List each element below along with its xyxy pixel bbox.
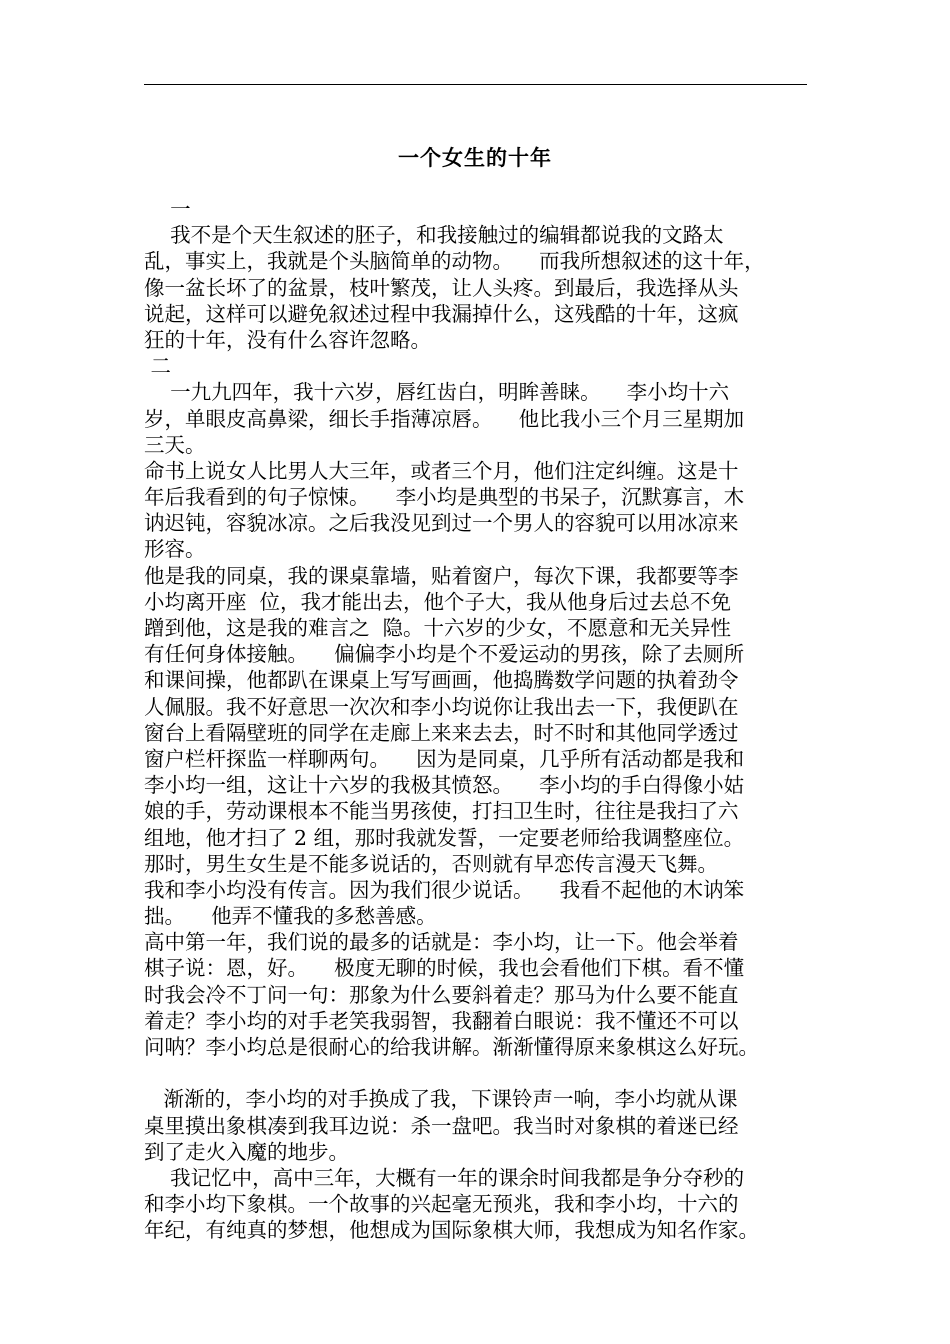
text-line: 问呐？李小均总是很耐心的给我讲解。渐渐懂得原来象棋这么好玩。 [144,1035,759,1059]
text-line: 小均离开座 位，我才能出去，他个子大，我从他身后过去总不免 [144,589,732,614]
text-line: 二 [144,354,172,379]
text-line: 命书上说女人比男人大三年，或者三个月，他们注定纠缠。这是十 [144,458,739,483]
text-line: 形容。 [144,537,206,562]
text-line: 他是我的同桌，我的课桌靠墙，贴着窗户，每次下课，我都要等李 [144,563,739,588]
text-line: 时我会冷不丁问一句：那象为什么要斜着走？那马为什么要不能直 [144,982,739,1007]
text-line: 那时，男生女生是不能多说话的，否则就有早恋传言漫天飞舞。 [144,851,718,876]
text-line: 一九九四年，我十六岁，唇红齿白，明眸善睐。 李小均十六 [144,380,730,405]
text-line: 组地，他才扫了 2 组，那时我就发誓，一定要老师给我调整座位。 [144,825,745,850]
document-body [144,196,844,1244]
text-line: 渐渐的，李小均的对手换成了我，下课铃声一响，李小均就从课 [144,1087,738,1112]
text-line: 像一盆长坏了的盆景，枝叶繁茂，让人头疼。到最后，我选择从头 [144,275,739,300]
text-line: 窗户栏杆探监一样聊两句。 因为是同桌，几乎所有活动都是我和 [144,746,745,771]
text-line: 棋子说：恩，好。 极度无聊的时候，我也会看他们下棋。看不懂 [144,956,745,981]
text-line: 乱，事实上，我就是个头脑简单的动物。 而我所想叙述的这十年， [144,249,765,274]
text-line: 讷迟钝，容貌冰凉。之后我没见到过一个男人的容貌可以用冰凉来 [144,511,739,536]
text-line: 年后我看到的句子惊悚。 李小均是典型的书呆子，沉默寡言，木 [144,485,745,510]
text-line: 李小均一组，这让十六岁的我极其愤怒。 李小均的手白得像小姑 [144,773,745,798]
document-title: 一个女生的十年 [398,146,552,170]
text-line: 我和李小均没有传言。因为我们很少说话。 我看不起他的木讷笨 [144,877,745,902]
text-line: 年纪，有纯真的梦想，他想成为国际象棋大师，我想成为知名作家。 [144,1218,759,1243]
text-line: 和李小均下象棋。一个故事的兴起毫无预兆，我和李小均，十六的 [144,1192,739,1217]
text-line: 人佩服。我不好意思一次次和李小均说你让我出去一下，我便趴在 [144,694,739,719]
text-line: 拙。 他弄不懂我的多愁善感。 [144,904,437,929]
text-line: 三天。 [144,432,206,457]
text-line: 桌里摸出象棋凑到我耳边说：杀一盘吧。我当时对象棋的着迷已经 [144,1113,739,1138]
text-line: 窗台上看隔壁班的同学在走廊上来来去去，时不时和其他同学透过 [144,720,739,745]
text-line: 着走？李小均的对手老笑我弱智，我翻着白眼说：我不懂还不可以 [144,1008,739,1033]
text-line: 我记忆中，高中三年，大概有一年的课余时间我都是争分夺秒的 [144,1165,745,1190]
text-line: 我不是个天生叙述的胚子，和我接触过的编辑都说我的文路太 [144,223,724,248]
text-line: 岁，单眼皮高鼻梁，细长手指薄凉唇。 他比我小三个月三星期加 [144,406,745,431]
blank-line [144,1060,844,1086]
text-line: 到了走火入魔的地步。 [144,1139,349,1164]
text-line: 一 [144,197,191,221]
text-line: 有任何身体接触。 偏偏李小均是个不爱运动的男孩，除了去厕所 [144,642,745,667]
text-line: 高中第一年，我们说的最多的话就是：李小均，让一下。他会举着 [144,930,739,955]
text-line: 说起，这样可以避免叙述过程中我漏掉什么，这残酷的十年，这疯 [144,301,739,326]
text-line: 和课间操，他都趴在课桌上写写画画，他捣腾数学问题的执着劲令 [144,668,739,693]
header-rule [144,84,807,85]
text-line: 狂的十年，没有什么容许忽略。 [144,327,431,352]
text-line: 蹭到他，这是我的难言之 隐。十六岁的少女，不愿意和无关异性 [144,616,732,640]
text-line: 娘的手，劳动课根本不能当男孩使，打扫卫生时，往往是我扫了六 [144,799,739,824]
